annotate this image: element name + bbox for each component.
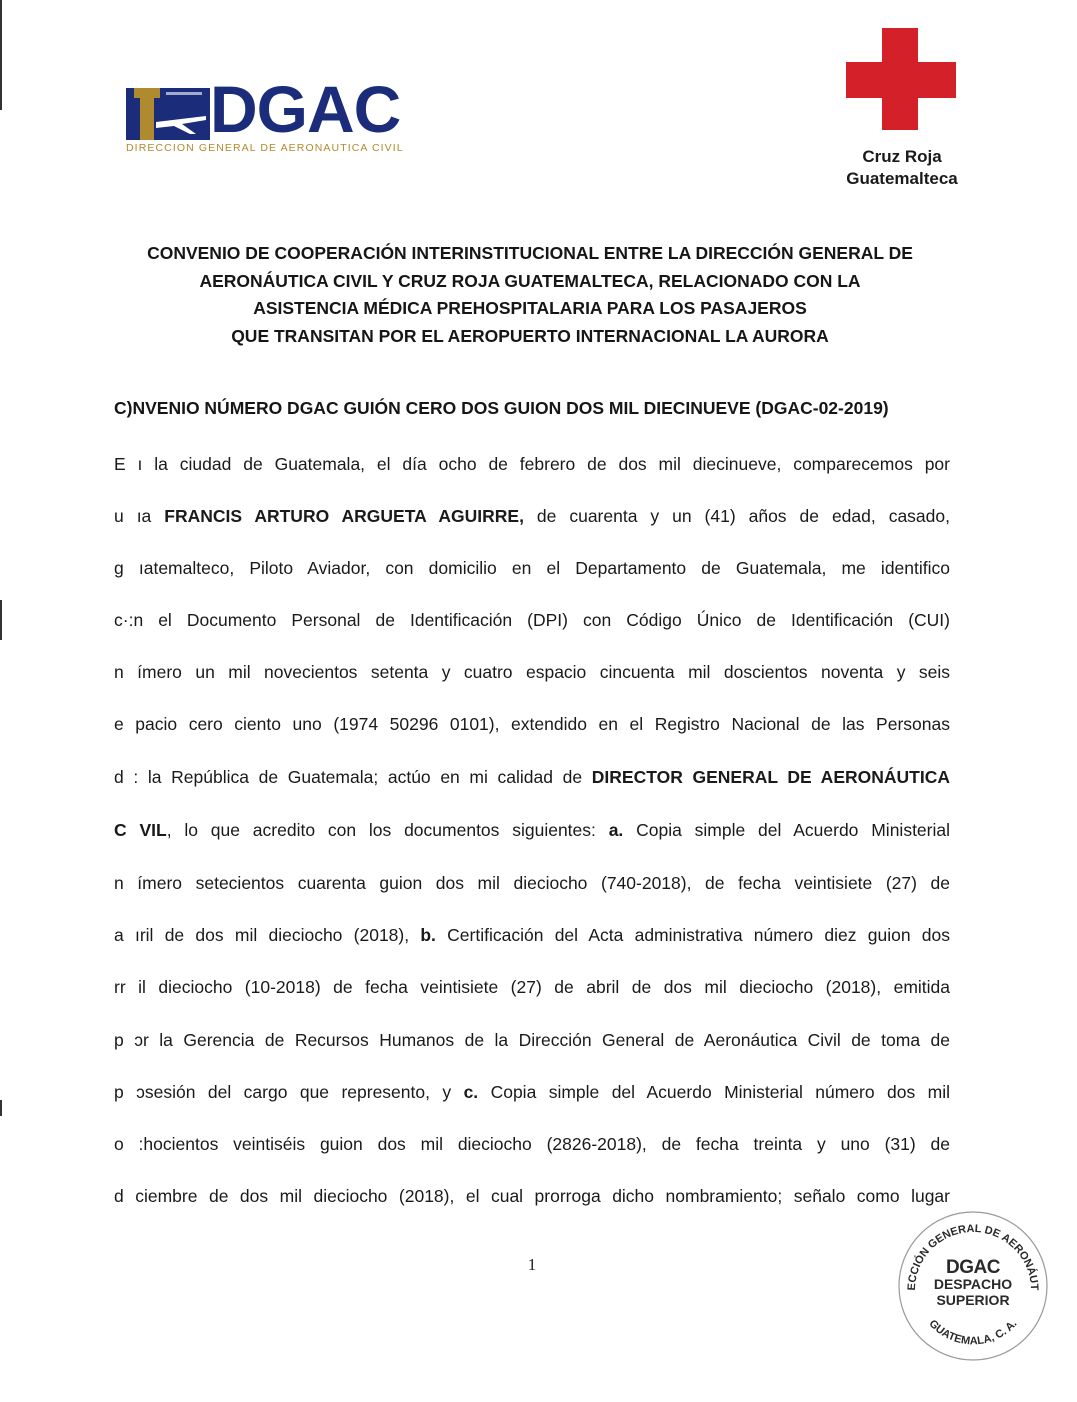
scan-edge-mark — [0, 1100, 2, 1116]
red-cross-icon-bar — [846, 62, 956, 98]
body-line: o :hocientos veintiséis guion dos mil dieciocho (2826-2018), de fecha treinta y uno (31) de — [114, 1134, 950, 1154]
stamp-arc-bottom: GUATEMALA, C. A. — [926, 1317, 1020, 1348]
dgac-wordmark: DGAC — [210, 72, 401, 146]
cruz-roja-logo — [836, 28, 968, 192]
body-line: c·:n el Documento Personal de Identificación (DPI) con Código Único de Identificación (CUI) — [114, 610, 950, 630]
body-line: n ímero setecientos cuarenta guion dos mil dieciocho (740-2018), de fecha veintisiete (27) de — [114, 873, 950, 893]
text-run: Copia simple del Acuerdo Ministerial número dos mil — [478, 1082, 950, 1102]
title-line: AERONÁUTICA CIVIL Y CRUZ ROJA GUATEMALTECA, RELACIONADO CON LA — [199, 270, 861, 291]
convenio-number: C)NVENIO NÚMERO DGAC GUIÓN CERO DOS GUION DOS MIL DIECINUEVE (DGAC-02-2019) — [114, 398, 889, 418]
body-line — [114, 818, 950, 842]
body-line: g ıatemalteco, Piloto Aviador, con domicilio en el Departamento de Guatemala, me identifico — [114, 558, 950, 578]
signatory-role-cont: C VIL — [114, 820, 167, 840]
stamp-arc-top: ECCIÓN GENERAL DE AERONÁUT — [905, 1222, 1041, 1291]
body-line: e pacio cero ciento uno (1974 50296 0101), extendido en el Registro Nacional de las Personas — [114, 714, 950, 734]
item-marker: a. — [608, 820, 624, 840]
official-stamp — [893, 1202, 1053, 1362]
stamp-dgac: DGAC — [946, 1257, 1000, 1278]
title-line: QUE TRANSITAN POR EL AEROPUERTO INTERNACIONAL LA AURORA — [231, 325, 829, 346]
title-line: CONVENIO DE COOPERACIÓN INTERINSTITUCIONAL ENTRE LA DIRECCIÓN GENERAL DE — [147, 243, 913, 263]
stamp-center — [923, 1257, 1023, 1308]
text-run: p ɔsesión del cargo que represento, y — [114, 1082, 464, 1102]
text-run: de cuarenta y un (41) años de edad, casado, — [523, 506, 950, 526]
airport-tower-icon — [126, 82, 210, 142]
text-run: u ıa — [114, 506, 165, 526]
body-line: rr il dieciocho (10-2018) de fecha veintisiete (27) de abril de dos mil dieciocho (2018), emitida — [114, 977, 950, 997]
stamp-despacho: DESPACHO — [933, 1276, 1013, 1292]
svg-text:GUATEMALA, C. A. — [927, 1318, 1020, 1348]
text-run: d : la República de Guatemala; actúo en mi calidad de — [114, 767, 592, 787]
document-title — [100, 240, 960, 350]
scan-edge-mark — [0, 600, 2, 640]
body-line — [114, 504, 950, 528]
text-run: , lo que acredito con los documentos siguientes: — [166, 820, 609, 840]
body-line: n ímero un mil novecientos setenta y cuatro espacio cincuenta mil doscientos noventa y seis — [114, 662, 950, 682]
body-line — [114, 923, 950, 947]
text-run: Copia simple del Acuerdo Ministerial — [623, 820, 950, 840]
cruz-roja-name — [836, 146, 968, 190]
signatory-name: FRANCIS ARTURO ARGUETA AGUIRRE, — [164, 506, 524, 526]
dgac-logo — [126, 72, 416, 156]
cruz-roja-line1: Cruz Roja — [862, 147, 942, 166]
body-line: p ɔr la Gerencia de Recursos Humanos de la Dirección General de Aeronáutica Civil de toma de — [114, 1030, 950, 1050]
body-line: d ciembre de dos mil dieciocho (2018), el cual prorroga dicho nombramiento; señalo como lugar — [114, 1186, 950, 1206]
body-line — [114, 765, 950, 789]
cruz-roja-line2: Guatemalteca — [846, 169, 958, 188]
item-marker: b. — [420, 925, 436, 945]
stamp-superior: SUPERIOR — [936, 1292, 1010, 1308]
item-marker: c. — [463, 1082, 479, 1102]
title-line: ASISTENCIA MÉDICA PREHOSPITALARIA PARA LOS PASAJEROS — [253, 298, 807, 318]
text-run: Certificación del Acta administrativa número diez guion dos — [435, 925, 951, 945]
dgac-subtitle: DIRECCION GENERAL DE AERONAUTICA CIVIL — [126, 142, 404, 154]
page-number: 1 — [527, 1255, 537, 1274]
text-run: a ıril de dos mil dieciocho (2018), — [114, 925, 421, 945]
scan-edge-mark — [0, 0, 2, 110]
body-line: E ı la ciudad de Guatemala, el día ocho de febrero de dos mil diecinueve, comparecemos por — [114, 454, 950, 474]
body-line — [114, 1080, 950, 1104]
signatory-role: DIRECTOR GENERAL DE AERONÁUTICA — [591, 767, 950, 787]
